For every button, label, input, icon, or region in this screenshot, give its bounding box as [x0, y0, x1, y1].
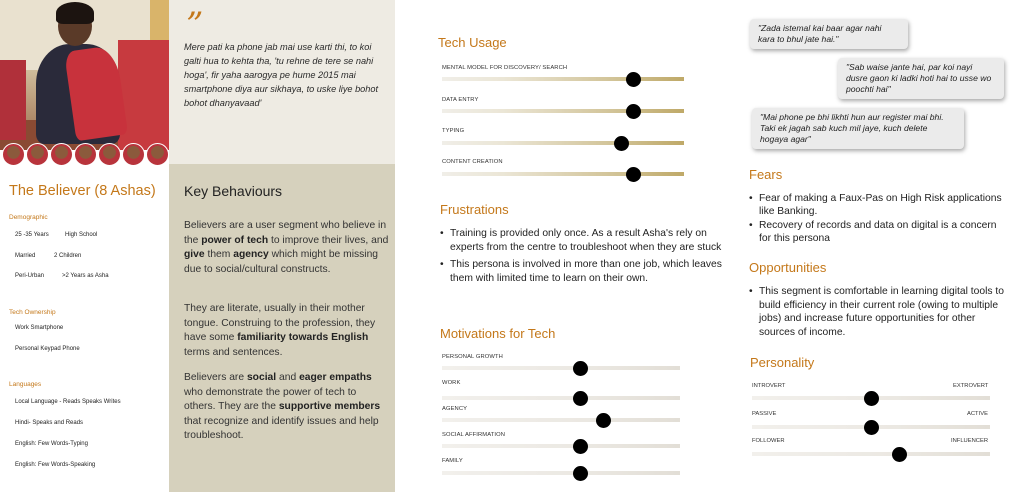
demographic-region: Peri-Urban: [15, 273, 45, 279]
tech-usage-track: [442, 109, 684, 113]
personality-right-label: EXTROVERT: [953, 383, 989, 389]
motivation-knob: [573, 466, 588, 481]
language-item: English: Few Words-Typing: [15, 441, 88, 447]
avatar: [74, 143, 97, 166]
personality-track: [752, 452, 990, 456]
demographic-marital: Married: [15, 253, 36, 259]
motivation-track: [442, 396, 680, 400]
personality-knob: [892, 447, 907, 462]
tech-usage-label: DATA ENTRY: [442, 97, 479, 103]
demographic-education: High School: [65, 232, 98, 238]
fears-list: [749, 192, 1011, 249]
personality-title: Personality: [750, 355, 815, 370]
motivation-track: [442, 418, 680, 422]
persona-quote: Mere pati ka phone jab mai use karti thi, to koi galti hua to kehta tha, 'tu rehne de tere se nahi hoga', fir yaha aarogya pe hume 2015 mai smartphone diya aur sikhaya, to uske liye bohot bohot dhanyavaad': [184, 42, 379, 108]
languages-label: Languages: [9, 381, 42, 388]
persona-photo: [0, 0, 169, 150]
personality-right-label: INFLUENCER: [951, 438, 989, 444]
demographic-age: 25 -35 Years: [15, 232, 49, 238]
quote-bubble: "Zada istemal kai baar agar nahi kara to bhul jate hai.": [750, 19, 908, 49]
personality-left-label: PASSIVE: [752, 411, 777, 417]
tech-usage-track: [442, 141, 684, 145]
opportunities-title: Opportunities: [749, 260, 827, 275]
personality-left-label: FOLLOWER: [752, 438, 785, 444]
persona-title: The Believer (8 Ashas): [9, 183, 156, 199]
tech-usage-label: MENTAL MODEL FOR DISCOVERY/ SEARCH: [442, 65, 568, 71]
language-item: Local Language - Reads Speaks Writes: [15, 399, 121, 405]
tech-usage-knob: [626, 104, 641, 119]
list-item: • This persona is involved in more than one job, which leaves them with limited time to learn on their own.: [440, 258, 722, 285]
tech-usage-knob: [626, 167, 641, 182]
avatar: [2, 143, 25, 166]
key-behaviours-title: Key Behaviours: [184, 183, 283, 199]
frustrations-list: [440, 227, 722, 289]
motivation-knob: [596, 413, 611, 428]
demographic-experience: >2 Years as Asha: [62, 273, 109, 279]
motivation-track: [442, 444, 680, 448]
personality-knob: [864, 420, 879, 435]
quote-bubble: "Sab waise jante hai, par koi nayi dusre gaon ki ladki hoti hai to usse wo poochti hai": [838, 58, 1004, 99]
language-item: English: Few Words-Speaking: [15, 462, 96, 468]
list-item: • Fear of making a Faux-Pas on High Risk applications like Banking.: [749, 192, 1011, 218]
list-item: • Training is provided only once. As a result Asha's rely on experts from the centre to troubleshoot when they are stuck: [440, 227, 722, 254]
avatar: [50, 143, 73, 166]
fears-title: Fears: [749, 167, 783, 182]
tech-usage-track: [442, 172, 684, 176]
tech-ownership-label: Tech Ownership: [9, 309, 56, 316]
personality-left-label: INTROVERT: [752, 383, 786, 389]
motivation-track: [442, 471, 680, 475]
motivation-label: FAMILY: [442, 458, 463, 464]
avatar: [98, 143, 121, 166]
quote-mark-icon: ”: [186, 5, 204, 45]
avatar-row: [2, 143, 169, 167]
demographic-label: Demographic: [9, 214, 48, 221]
quote-bubble: "Mai phone pe bhi likhti hun aur register mai bhi. Taki ek jagah sab kuch mil jaye, kuch delete hogaya agar": [752, 108, 964, 149]
tech-usage-label: CONTENT CREATION: [442, 159, 503, 165]
motivation-knob: [573, 439, 588, 454]
language-item: Hindi- Speaks and Reads: [15, 420, 84, 426]
tech-usage-track: [442, 77, 684, 81]
motivation-label: AGENCY: [442, 406, 468, 412]
list-item: • Recovery of records and data on digital is a concern for this persona: [749, 219, 1011, 245]
demographic-children: 2 Children: [54, 253, 82, 259]
frustrations-title: Frustrations: [440, 202, 509, 217]
key-behaviours-paragraph-3: Believers are social and eager empaths who demonstrate the power of tech to others. They are the supportive members that recognize and identify issues and help troubleshoot.: [184, 372, 381, 441]
avatar: [146, 143, 169, 166]
tech-usage-title: Tech Usage: [438, 35, 507, 50]
tech-ownership-item: Work Smartphone: [15, 325, 64, 331]
personality-right-label: ACTIVE: [967, 411, 988, 417]
motivation-knob: [573, 391, 588, 406]
motivation-track: [442, 366, 680, 370]
avatar: [122, 143, 145, 166]
key-behaviours-paragraph-1: Believers are a user segment who believe in the power of tech to improve their lives, and give them agency which might be missing due to social/cultural constructs.: [184, 220, 389, 275]
tech-usage-knob: [626, 72, 641, 87]
motivation-label: SOCIAL AFFIRMATION: [442, 432, 505, 438]
motivation-label: PERSONAL GROWTH: [442, 354, 503, 360]
tech-usage-knob: [614, 136, 629, 151]
key-behaviours-paragraph-2: They are literate, usually in their mother tongue. Construing to the profession, they have some familiarity towards English terms and sentences.: [184, 303, 376, 358]
opportunities-list: [749, 285, 1011, 343]
tech-ownership-item: Personal Keypad Phone: [15, 346, 80, 352]
list-item: • This segment is comfortable in learning digital tools to build efficiency in their current role (owing to multiple jobs) and increase future opportunities for other sources of income.: [749, 285, 1011, 339]
motivations-title: Motivations for Tech: [440, 326, 556, 341]
tech-usage-label: TYPING: [442, 128, 465, 134]
motivation-label: WORK: [442, 380, 461, 386]
personality-knob: [864, 391, 879, 406]
avatar: [26, 143, 49, 166]
motivation-knob: [573, 361, 588, 376]
